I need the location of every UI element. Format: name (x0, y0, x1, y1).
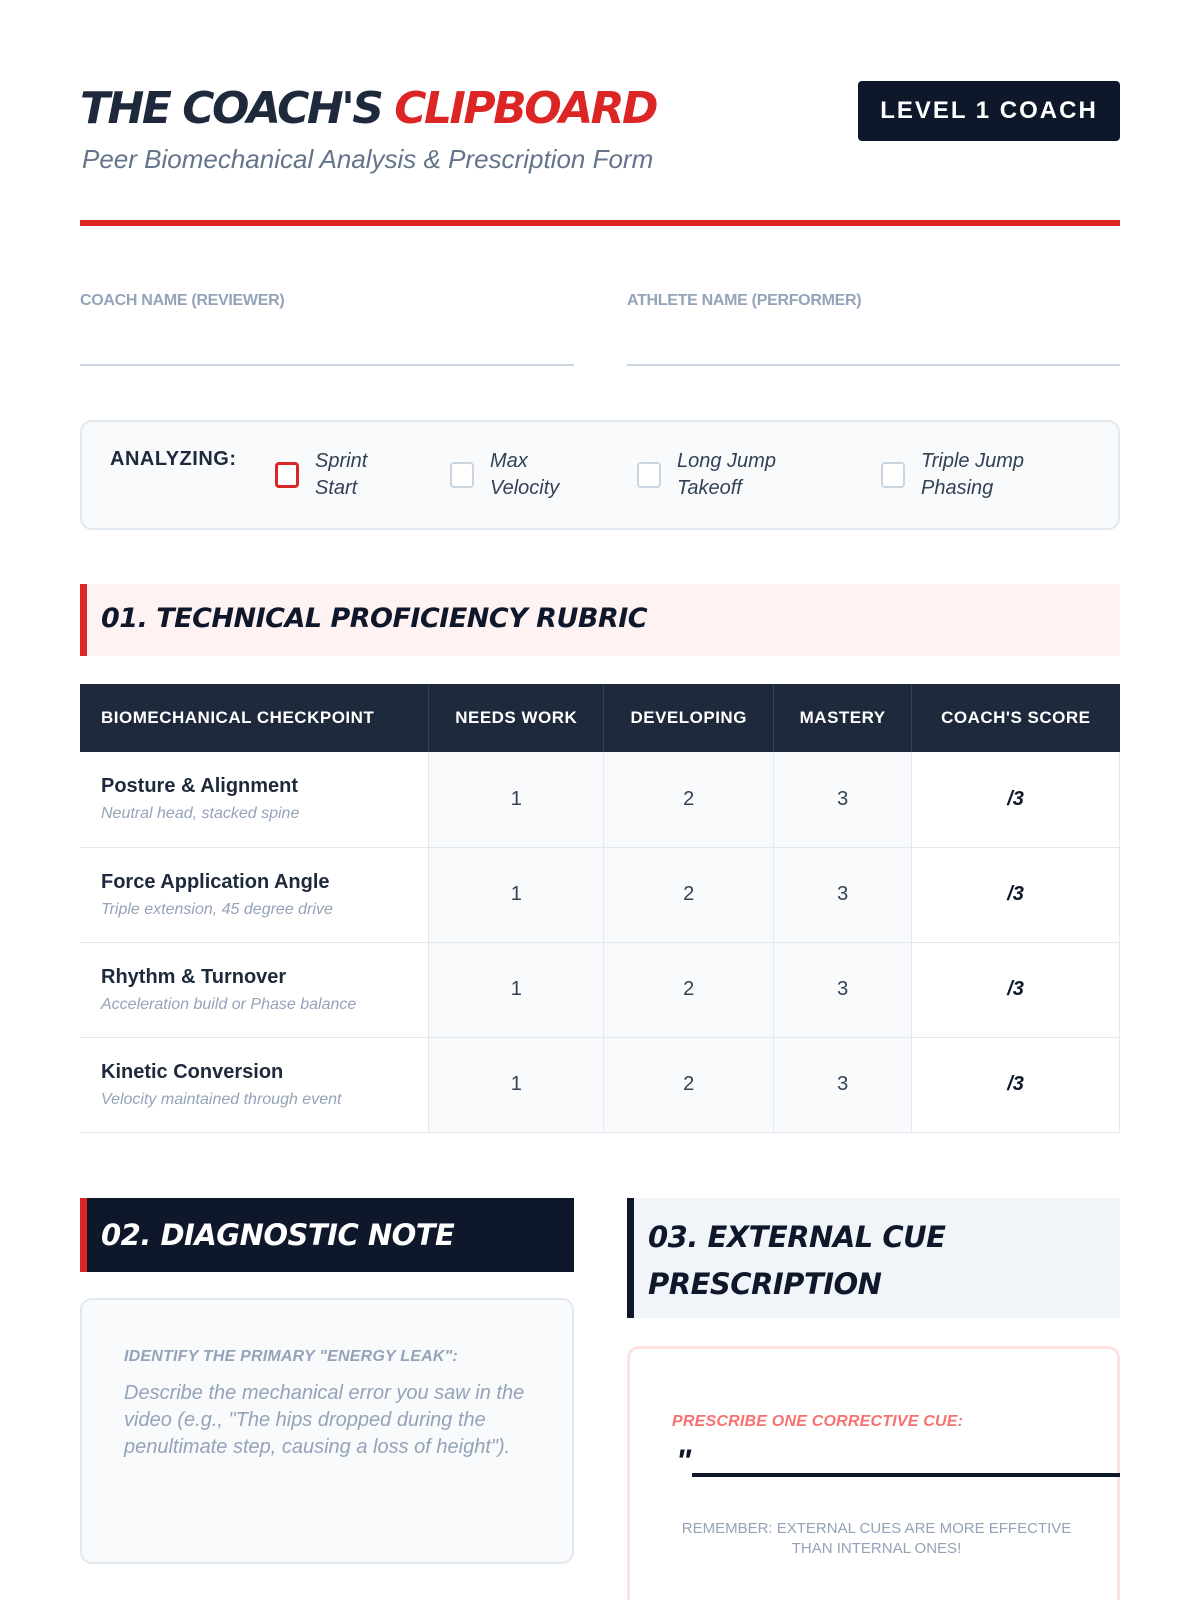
checkpoint-desc: Acceleration build or Phase balance (101, 995, 357, 1013)
developing-cell[interactable]: 2 (604, 942, 774, 1037)
checkpoint-name: Kinetic Conversion (101, 1060, 284, 1083)
rubric-header-row (80, 684, 1120, 752)
cue-write-line[interactable] (692, 1473, 1120, 1477)
developing-cell[interactable]: 2 (604, 752, 774, 847)
option-label: Max Velocity (490, 450, 560, 499)
checkpoint-cell (80, 847, 429, 942)
page-title (80, 80, 656, 138)
option-sprint-start[interactable] (275, 448, 367, 502)
table-row (80, 847, 1120, 942)
page-subtitle: Peer Biomechanical Analysis & Prescription Form (82, 144, 654, 174)
athlete-name-label: ATHLETE NAME (PERFORMER) (627, 292, 862, 309)
header (80, 80, 1120, 230)
checkpoint-desc: Velocity maintained through event (101, 1090, 342, 1108)
checkbox-long-jump-takeoff[interactable] (637, 462, 661, 488)
checkbox-max-velocity[interactable] (450, 462, 474, 488)
checkpoint-name: Posture & Alignment (101, 775, 299, 798)
mastery-cell[interactable]: 3 (774, 847, 912, 942)
column-header: NEEDS WORK (429, 684, 604, 752)
cue-reminder: REMEMBER: EXTERNAL CUES ARE MORE EFFECTIVE THAN INTERNAL ONES! (681, 1520, 1072, 1557)
needs-work-cell[interactable]: 1 (429, 942, 604, 1037)
developing-cell[interactable]: 2 (604, 1037, 774, 1132)
table-row (80, 1037, 1120, 1132)
analyzing-panel (80, 420, 1120, 530)
option-max-velocity[interactable] (450, 448, 559, 502)
developing-cell[interactable]: 2 (604, 847, 774, 942)
section-cue-header (627, 1198, 1120, 1318)
coach-name-label: COACH NAME (REVIEWER) (80, 292, 285, 309)
analyzing-label: ANALYZING: (110, 448, 237, 470)
score-cell[interactable]: /3 (912, 752, 1120, 847)
option-label: Long Jump Takeoff (677, 450, 776, 499)
score-cell[interactable]: /3 (912, 1037, 1120, 1132)
checkpoint-cell (80, 752, 429, 847)
checkbox-sprint-start[interactable] (275, 462, 299, 488)
rubric-table (80, 684, 1120, 1133)
column-header: BIOMECHANICAL CHECKPOINT (80, 684, 429, 752)
section-rubric-header (80, 584, 1120, 656)
header-divider (80, 220, 1120, 226)
checkpoint-cell (80, 1037, 429, 1132)
section-title: 02. DIAGNOSTIC NOTE (101, 1218, 455, 1252)
checkpoint-desc: Neutral head, stacked spine (101, 805, 300, 823)
checkpoint-name: Force Application Angle (101, 870, 330, 893)
title-accent: CLIPBOARD (394, 83, 657, 134)
column-header: DEVELOPING (604, 684, 774, 752)
mastery-cell[interactable]: 3 (774, 752, 912, 847)
cue-prompt: PRESCRIBE ONE CORRECTIVE CUE: (672, 1413, 964, 1430)
coach-name-field[interactable] (80, 292, 574, 366)
column-header: MASTERY (774, 684, 912, 752)
diagnostic-placeholder: Describe the mechanical error you saw in the video (e.g., "The hips dropped during the penultimate step, causing a loss of height"). (124, 1382, 525, 1458)
quote-mark: " (676, 1443, 692, 1479)
option-triple-jump-phasing[interactable] (881, 448, 1024, 502)
checkpoint-cell (80, 942, 429, 1037)
needs-work-cell[interactable]: 1 (429, 752, 604, 847)
mastery-cell[interactable]: 3 (774, 1037, 912, 1132)
option-long-jump-takeoff[interactable] (637, 448, 776, 502)
section-diagnostic-header (80, 1198, 574, 1272)
cue-prescription-box (627, 1346, 1120, 1600)
level-badge: LEVEL 1 COACH (858, 81, 1120, 141)
table-row (80, 752, 1120, 847)
section-title: 01. TECHNICAL PROFICIENCY RUBRIC (101, 603, 648, 634)
checkbox-triple-jump-phasing[interactable] (881, 462, 905, 488)
athlete-name-field[interactable] (627, 292, 1120, 366)
option-label: Sprint Start (315, 450, 368, 499)
option-label: Triple Jump Phasing (921, 450, 1024, 499)
title-main: THE COACH'S (80, 83, 382, 134)
needs-work-cell[interactable]: 1 (429, 1037, 604, 1132)
mastery-cell[interactable]: 3 (774, 942, 912, 1037)
section-title: 03. EXTERNAL CUE PRESCRIPTION (648, 1220, 946, 1301)
checkpoint-desc: Triple extension, 45 degree drive (101, 900, 333, 918)
diagnostic-prompt: IDENTIFY THE PRIMARY "ENERGY LEAK": (124, 1348, 458, 1365)
table-row (80, 942, 1120, 1037)
score-cell[interactable]: /3 (912, 942, 1120, 1037)
checkpoint-name: Rhythm & Turnover (101, 965, 287, 988)
column-header: COACH'S SCORE (912, 684, 1120, 752)
diagnostic-note-box[interactable] (80, 1298, 574, 1564)
score-cell[interactable]: /3 (912, 847, 1120, 942)
needs-work-cell[interactable]: 1 (429, 847, 604, 942)
